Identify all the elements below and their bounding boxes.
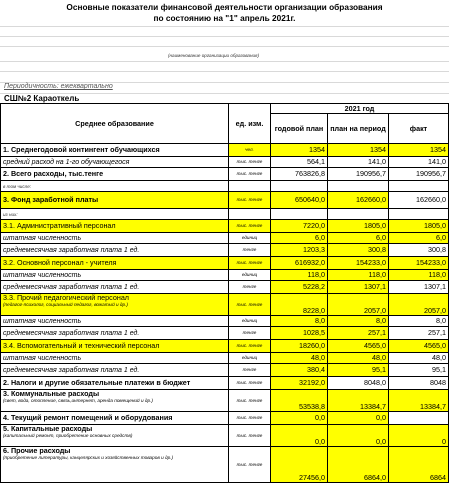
gridline [0, 61, 449, 62]
org-caption: (наименование организации образования) [168, 53, 260, 58]
table-row [1, 327, 449, 340]
annual-plan-cell [271, 181, 328, 192]
unit-cell: тыс. тенге [229, 340, 271, 353]
annual-plan-cell: 650640,0 [271, 192, 328, 209]
row-label: средний расход на 1-го обучающегося [3, 158, 130, 166]
fact-cell: 4565,0 [389, 340, 449, 353]
table-row [1, 364, 449, 377]
table-row [1, 270, 449, 281]
fact-cell: 8,0 [389, 316, 449, 327]
row-label-cell [1, 447, 229, 483]
gridline [0, 26, 449, 27]
row-label: 3.1. Административный персонал [3, 221, 116, 230]
fact-cell: 2057,0 [389, 294, 449, 316]
annual-plan-cell: 380,4 [271, 364, 328, 377]
unit-cell: тыс. тенге [229, 168, 271, 181]
row-label-cell [1, 377, 229, 390]
unit-cell: единиц [229, 233, 271, 244]
fact-cell [389, 209, 449, 220]
unit-cell: тыс. тенге [229, 447, 271, 483]
unit-cell: тенге [229, 244, 271, 257]
row-label-cell [1, 353, 229, 364]
table-row [1, 157, 449, 168]
annual-plan-cell: 1203,3 [271, 244, 328, 257]
table-row [1, 412, 449, 425]
table-row [1, 168, 449, 181]
fact-cell: 1307,1 [389, 281, 449, 294]
fact-cell: 6,0 [389, 233, 449, 244]
period-plan-cell: 6,0 [328, 233, 389, 244]
row-label: 3. Коммунальные расходы [3, 389, 100, 398]
unit-cell: тыс. тенге [229, 425, 271, 447]
row-sublabel: (приобретение литературы, канцелярских и хозяйственных товаров и др.) [3, 455, 174, 460]
annual-plan-cell: 7220,0 [271, 220, 328, 233]
row-label: штатная численность [3, 317, 82, 325]
row-label: среднемесячная заработная плата 1 ед. [3, 366, 140, 374]
row-label-cell [1, 157, 229, 168]
fact-cell: 257,1 [389, 327, 449, 340]
period-plan-cell: 154233,0 [328, 257, 389, 270]
table-row [1, 353, 449, 364]
table-row [1, 144, 449, 157]
fact-cell: 162660,0 [389, 192, 449, 209]
period-plan-cell: 48,0 [328, 353, 389, 364]
row-label-cell [1, 425, 229, 447]
row-label: 3.3. Прочий педагогический персонал [3, 293, 130, 302]
gridline [0, 71, 449, 72]
period-plan-cell: 1354 [328, 144, 389, 157]
report-title: Основные показатели финансовой деятельности организации образования [66, 2, 383, 12]
unit-cell: тыс. тенге [229, 294, 271, 316]
row-label-cell [1, 233, 229, 244]
table-row [1, 281, 449, 294]
row-sublabel: (педагог-психолог, социальный педагог, вожатый и др.) [3, 302, 128, 307]
period-plan-cell: 300,8 [328, 244, 389, 257]
table-row [1, 209, 449, 220]
unit-cell: тыс. тенге [229, 220, 271, 233]
fact-cell [389, 181, 449, 192]
table-row [1, 244, 449, 257]
annual-plan-cell: 27456,0 [271, 447, 328, 483]
annual-plan-cell: 564,1 [271, 157, 328, 168]
row-label: среднемесячная заработная плата 1 ед. [3, 246, 140, 254]
unit-cell: тыс. тенге [229, 377, 271, 390]
annual-plan-cell: 8,0 [271, 316, 328, 327]
row-label-cell [1, 281, 229, 294]
annual-plan-cell: 32192,0 [271, 377, 328, 390]
gridline [0, 36, 449, 37]
fact-cell: 13384,7 [389, 390, 449, 412]
row-label-cell [1, 327, 229, 340]
table-row [1, 377, 449, 390]
fact-cell [389, 412, 449, 425]
header-fact: факт [389, 114, 449, 144]
row-label-cell [1, 220, 229, 233]
row-label-cell [1, 257, 229, 270]
period-plan-cell: 2057,0 [328, 294, 389, 316]
row-label-cell [1, 192, 229, 209]
table-row [1, 257, 449, 270]
row-label-cell [1, 294, 229, 316]
table-row [1, 220, 449, 233]
row-label: 2. Всего расходы, тыс.тенге [3, 169, 104, 178]
unit-cell: тыс. тенге [229, 412, 271, 425]
fact-cell: 8048 [389, 377, 449, 390]
gridline [0, 46, 449, 47]
period-plan-cell: 1805,0 [328, 220, 389, 233]
unit-cell [229, 209, 271, 220]
header-year: 2021 год [271, 104, 449, 114]
row-label-cell [1, 181, 229, 192]
period-plan-cell: 257,1 [328, 327, 389, 340]
period-plan-cell: 6864,0 [328, 447, 389, 483]
org-name: СШ№2 Караоткель [4, 94, 80, 103]
row-label: 3. Фонд заработной платы [3, 195, 99, 204]
unit-cell: единиц [229, 353, 271, 364]
period-plan-cell: 190956,7 [328, 168, 389, 181]
period-plan-cell: 141,0 [328, 157, 389, 168]
unit-cell: чел. [229, 144, 271, 157]
row-label: штатная численность [3, 271, 82, 279]
unit-cell: тыс. тенге [229, 257, 271, 270]
fact-cell: 118,0 [389, 270, 449, 281]
header-period-plan: план на период [328, 114, 389, 144]
table-row [1, 447, 449, 483]
row-label-cell [1, 412, 229, 425]
annual-plan-cell: 616932,0 [271, 257, 328, 270]
fact-cell: 6864 [389, 447, 449, 483]
annual-plan-cell: 5228,2 [271, 281, 328, 294]
period-plan-cell: 13384,7 [328, 390, 389, 412]
annual-plan-cell: 48,0 [271, 353, 328, 364]
row-sublabel: (капитальный ремонт, приобретение основных средств) [3, 433, 133, 438]
period-plan-cell: 0,0 [328, 425, 389, 447]
row-label: из них: [3, 211, 18, 217]
fact-cell: 141,0 [389, 157, 449, 168]
annual-plan-cell: 8228,0 [271, 294, 328, 316]
table-row [1, 233, 449, 244]
row-label-cell [1, 390, 229, 412]
annual-plan-cell: 763826,8 [271, 168, 328, 181]
unit-cell: единиц [229, 270, 271, 281]
period-plan-cell: 8048,0 [328, 377, 389, 390]
row-label: 2. Налоги и другие обязательные платежи в бюджет [3, 378, 191, 387]
table-row [1, 316, 449, 327]
table-row [1, 390, 449, 412]
period-plan-cell: 118,0 [328, 270, 389, 281]
table-row [1, 294, 449, 316]
fact-cell: 0 [389, 425, 449, 447]
row-label: 1. Среднегодовой контингент обучающихся [3, 145, 160, 154]
table-row [1, 181, 449, 192]
row-label: 3.4. Вспомогательный и технический персонал [3, 341, 160, 350]
row-label-cell [1, 364, 229, 377]
unit-cell: тенге [229, 327, 271, 340]
row-label: 6. Прочие расходы [3, 446, 71, 455]
annual-plan-cell: 1354 [271, 144, 328, 157]
fact-cell: 1805,0 [389, 220, 449, 233]
period-plan-cell: 1307,1 [328, 281, 389, 294]
fact-cell: 1354 [389, 144, 449, 157]
row-label: штатная численность [3, 354, 82, 362]
annual-plan-cell [271, 209, 328, 220]
row-label: 4. Текущий ремонт помещений и оборудования [3, 413, 173, 422]
row-label: среднемесячная заработная плата 1 ед. [3, 283, 140, 291]
fact-cell: 95,1 [389, 364, 449, 377]
unit-cell: тыс. тенге [229, 157, 271, 168]
header-category: Среднее образование [1, 104, 229, 144]
row-sublabel: (свет, вода, отопление, связь,интернет, аренда помещений и др.) [3, 398, 153, 403]
row-label: 5. Капитальные расходы [3, 424, 93, 433]
row-label: штатная численность [3, 234, 82, 242]
fact-cell: 48,0 [389, 353, 449, 364]
period-plan-cell: 0,0 [328, 412, 389, 425]
annual-plan-cell: 0,0 [271, 412, 328, 425]
table-row [1, 340, 449, 353]
fact-cell: 190956,7 [389, 168, 449, 181]
row-label: 3.2. Основной персонал - учителя [3, 258, 117, 267]
period-plan-cell [328, 209, 389, 220]
row-label-cell [1, 209, 229, 220]
annual-plan-cell: 53538,8 [271, 390, 328, 412]
period-plan-cell: 162660,0 [328, 192, 389, 209]
header-annual-plan: годовой план [271, 114, 328, 144]
table-row [1, 425, 449, 447]
row-label-cell [1, 168, 229, 181]
unit-cell: тыс. тенге [229, 390, 271, 412]
row-label: в том числе: [3, 183, 32, 189]
unit-cell [229, 181, 271, 192]
annual-plan-cell: 6,0 [271, 233, 328, 244]
annual-plan-cell: 0,0 [271, 425, 328, 447]
row-label-cell [1, 244, 229, 257]
header-unit: ед. изм. [229, 104, 271, 144]
row-label: среднемесячная заработная плата 1 ед. [3, 329, 140, 337]
unit-cell: единиц [229, 316, 271, 327]
financial-table [0, 103, 449, 483]
unit-cell: тенге [229, 281, 271, 294]
unit-cell: тенге [229, 364, 271, 377]
report-date: по состоянию на "1" апрель 2021г. [153, 13, 296, 23]
table-row [1, 192, 449, 209]
row-label-cell [1, 340, 229, 353]
annual-plan-cell: 18260,0 [271, 340, 328, 353]
period-plan-cell: 95,1 [328, 364, 389, 377]
unit-cell: тыс. тенге [229, 192, 271, 209]
row-label-cell [1, 270, 229, 281]
period-plan-cell: 4565,0 [328, 340, 389, 353]
annual-plan-cell: 1028,5 [271, 327, 328, 340]
row-label-cell [1, 316, 229, 327]
fact-cell: 300,8 [389, 244, 449, 257]
annual-plan-cell: 118,0 [271, 270, 328, 281]
fact-cell: 154233,0 [389, 257, 449, 270]
row-label-cell [1, 144, 229, 157]
periodicity: Периодичность: ежеквартально [4, 83, 113, 90]
period-plan-cell: 8,0 [328, 316, 389, 327]
period-plan-cell [328, 181, 389, 192]
